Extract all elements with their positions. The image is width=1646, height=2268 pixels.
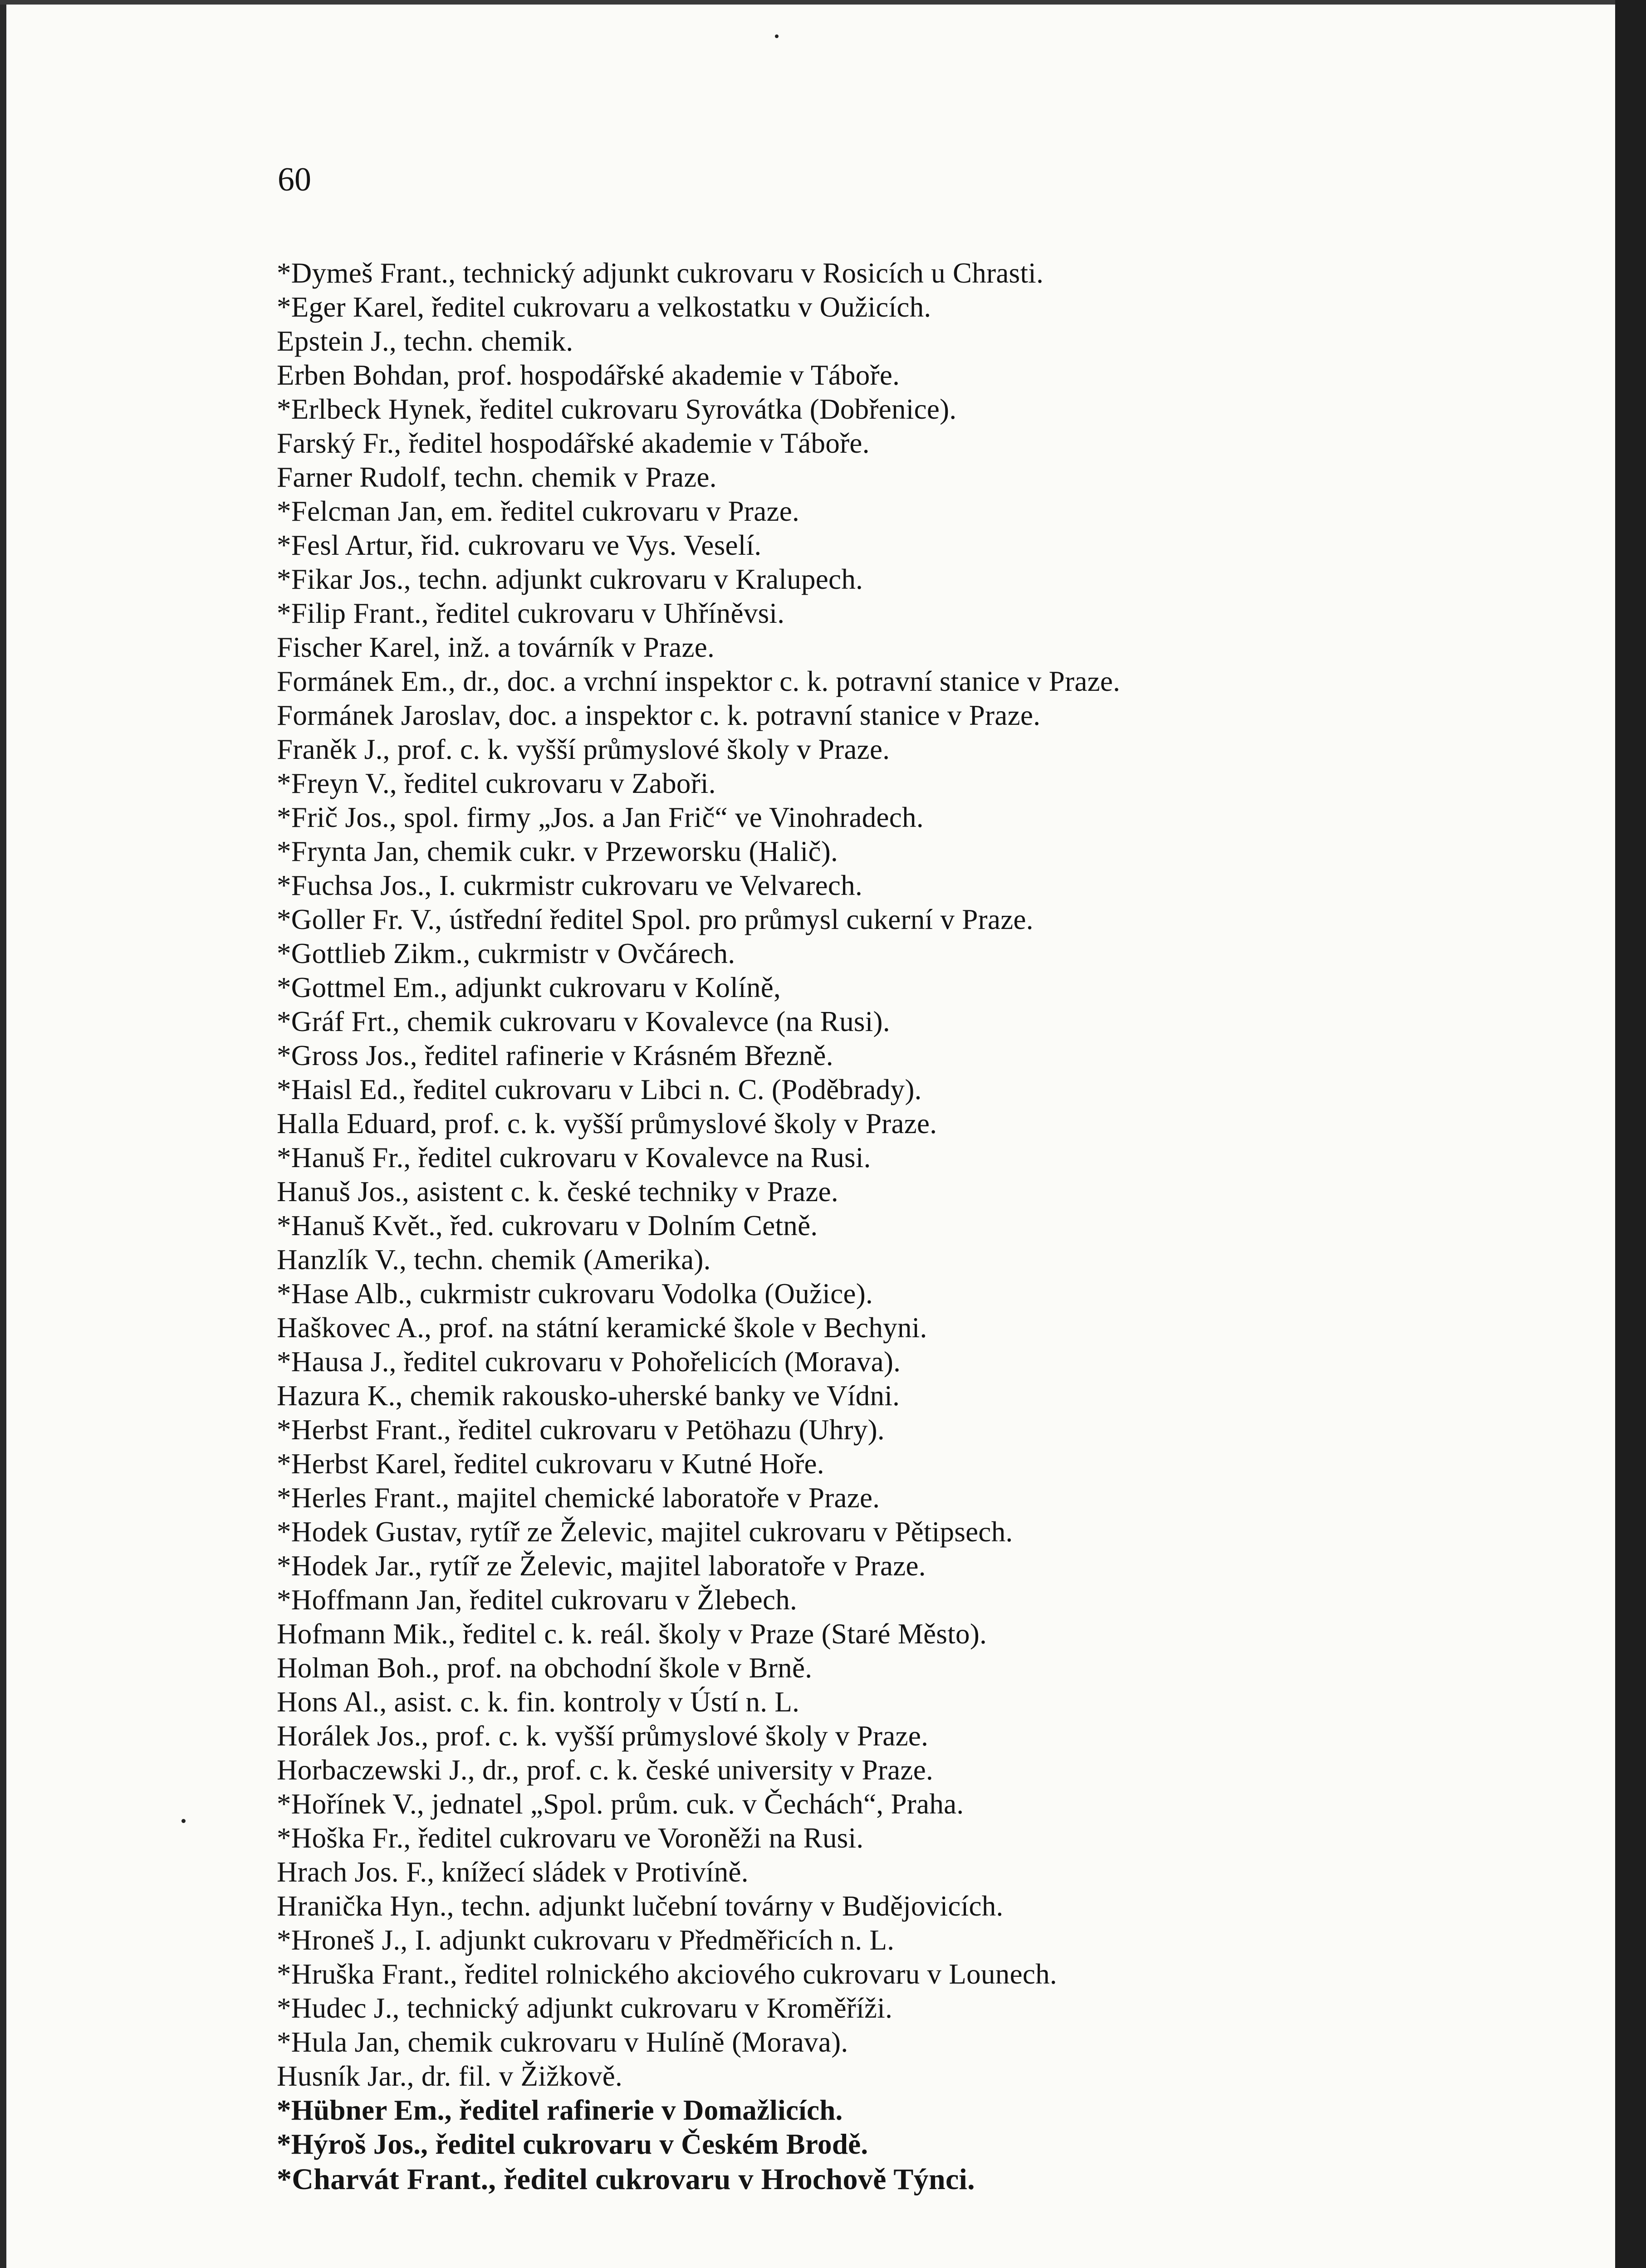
page-left-edge <box>0 0 6 2268</box>
list-item: *Gottmel Em., adjunkt cukrovaru v Kolíně, <box>277 972 781 1003</box>
list-item: *Hoška Fr., ředitel cukrovaru ve Voroněži na Rusi. <box>277 1822 864 1854</box>
list-item: Erben Bohdan, prof. hospodářské akademie v Táboře. <box>277 359 900 391</box>
list-item: Franěk J., prof. c. k. vyšší průmyslové školy v Praze. <box>277 733 890 765</box>
list-item: Hrach Jos. F., knížecí sládek v Protivíně. <box>277 1856 749 1888</box>
list-item: *Hýroš Jos., ředitel cukrovaru v Českém Brodě. <box>277 2128 868 2160</box>
list-item: Formánek Jaroslav, doc. a inspektor c. k. potravní stanice v Praze. <box>277 699 1041 731</box>
list-item: *Hroneš J., I. adjunkt cukrovaru v Předměřicích n. L. <box>277 1924 895 1956</box>
list-item: *Hodek Jar., rytíř ze Želevic, majitel laboratoře v Praze. <box>277 1550 926 1582</box>
list-item: *Hanuš Květ., řed. cukrovaru v Dolním Cetně. <box>277 1210 818 1242</box>
list-item: *Hoffmann Jan, ředitel cukrovaru v Žlebech. <box>277 1584 798 1616</box>
list-item: *Freyn V., ředitel cukrovaru v Zaboři. <box>277 767 716 799</box>
list-item: Horálek Jos., prof. c. k. vyšší průmyslové školy v Praze. <box>277 1720 929 1752</box>
list-item: *Charvát Frant., ředitel cukrovaru v Hrochově Týnci. <box>277 2163 975 2196</box>
list-item: *Gráf Frt., chemik cukrovaru v Kovalevce (na Rusi). <box>277 1006 890 1037</box>
list-item: *Hodek Gustav, rytíř ze Želevic, majitel cukrovaru v Pětipsech. <box>277 1516 1013 1548</box>
list-item: *Herbst Frant., ředitel cukrovaru v Petöhazu (Uhry). <box>277 1414 885 1446</box>
list-item: *Erlbeck Hynek, ředitel cukrovaru Syrovátka (Dobřenice). <box>277 393 957 425</box>
list-item: *Herbst Karel, ředitel cukrovaru v Kutné Hoře. <box>277 1448 824 1480</box>
page-top-edge <box>0 0 1615 5</box>
list-item: *Felcman Jan, em. ředitel cukrovaru v Praze. <box>277 495 800 527</box>
member-list <box>277 256 1592 2198</box>
list-item: *Fuchsa Jos., I. cukrmistr cukrovaru ve Velvarech. <box>277 870 862 901</box>
list-item: Holman Boh., prof. na obchodní škole v Brně. <box>277 1652 813 1684</box>
list-item: *Hruška Frant., ředitel rolnického akciového cukrovaru v Lounech. <box>277 1958 1057 1990</box>
list-item: Fischer Karel, inž. a továrník v Praze. <box>277 631 715 663</box>
list-item: *Frič Jos., spol. firmy „Jos. a Jan Frič“ ve Vinohradech. <box>277 802 924 833</box>
list-item: Farský Fr., ředitel hospodářské akademie v Táboře. <box>277 427 870 459</box>
list-item: *Hudec J., technický adjunkt cukrovaru v Kroměříži. <box>277 1992 893 2024</box>
list-item: Hofmann Mik., ředitel c. k. reál. školy v Praze (Staré Město). <box>277 1618 987 1650</box>
list-item: *Hase Alb., cukrmistr cukrovaru Vodolka (Oužice). <box>277 1278 873 1310</box>
list-item: Hranička Hyn., techn. adjunkt lučební továrny v Budějovicích. <box>277 1890 1004 1922</box>
list-item: *Hübner Em., ředitel rafinerie v Domažlicích. <box>277 2094 843 2126</box>
scan-speck <box>181 1819 186 1823</box>
list-item: Horbaczewski J., dr., prof. c. k. české university v Praze. <box>277 1754 934 1786</box>
list-item: *Filip Frant., ředitel cukrovaru v Uhříněvsi. <box>277 597 785 629</box>
list-item: Husník Jar., dr. fil. v Žižkově. <box>277 2060 623 2092</box>
list-item: *Fesl Artur, řid. cukrovaru ve Vys. Veselí. <box>277 529 762 561</box>
list-item: *Hanuš Fr., ředitel cukrovaru v Kovalevce na Rusi. <box>277 1142 871 1173</box>
list-item: Hanuš Jos., asistent c. k. české techniky v Praze. <box>277 1176 838 1207</box>
list-item: *Hula Jan, chemik cukrovaru v Hulíně (Morava). <box>277 2026 848 2058</box>
list-item: Haškovec A., prof. na státní keramické škole v Bechyni. <box>277 1312 927 1344</box>
list-item: *Herles Frant., majitel chemické laboratoře v Praze. <box>277 1482 880 1514</box>
list-item: *Frynta Jan, chemik cukr. v Przeworsku (Halič). <box>277 836 838 867</box>
list-item: *Gottlieb Zikm., cukrmistr v Ovčárech. <box>277 938 735 969</box>
list-item: *Hořínek V., jednatel „Spol. prům. cuk. v Čechách“, Praha. <box>277 1788 964 1820</box>
list-item: *Fikar Jos., techn. adjunkt cukrovaru v Kralupech. <box>277 563 863 595</box>
list-item: Hanzlík V., techn. chemik (Amerika). <box>277 1244 711 1276</box>
list-item: *Gross Jos., ředitel rafinerie v Krásném Březně. <box>277 1040 833 1071</box>
list-item: *Eger Karel, ředitel cukrovaru a velkostatku v Oužicích. <box>277 291 931 323</box>
list-item: Farner Rudolf, techn. chemik v Praze. <box>277 461 717 493</box>
list-item: Hazura K., chemik rakousko-uherské banky ve Vídni. <box>277 1380 900 1412</box>
list-item: Hons Al., asist. c. k. fin. kontroly v Ústí n. L. <box>277 1686 800 1718</box>
list-item: Halla Eduard, prof. c. k. vyšší průmyslové školy v Praze. <box>277 1108 937 1139</box>
list-item: Epstein J., techn. chemik. <box>277 325 573 357</box>
list-item: *Hausa J., ředitel cukrovaru v Pohořelicích (Morava). <box>277 1346 901 1378</box>
list-item: *Haisl Ed., ředitel cukrovaru v Libci n. C. (Poděbrady). <box>277 1074 922 1105</box>
list-item: Formánek Em., dr., doc. a vrchní inspektor c. k. potravní stanice v Praze. <box>277 665 1121 697</box>
list-item: *Dymeš Frant., technický adjunkt cukrovaru v Rosicích u Chrasti. <box>277 257 1044 289</box>
page-number: 60 <box>278 161 311 198</box>
page-binding-edge <box>1615 0 1646 2268</box>
list-item: *Goller Fr. V., ústřední ředitel Spol. pro průmysl cukerní v Praze. <box>277 904 1034 935</box>
scan-speck <box>775 34 779 38</box>
